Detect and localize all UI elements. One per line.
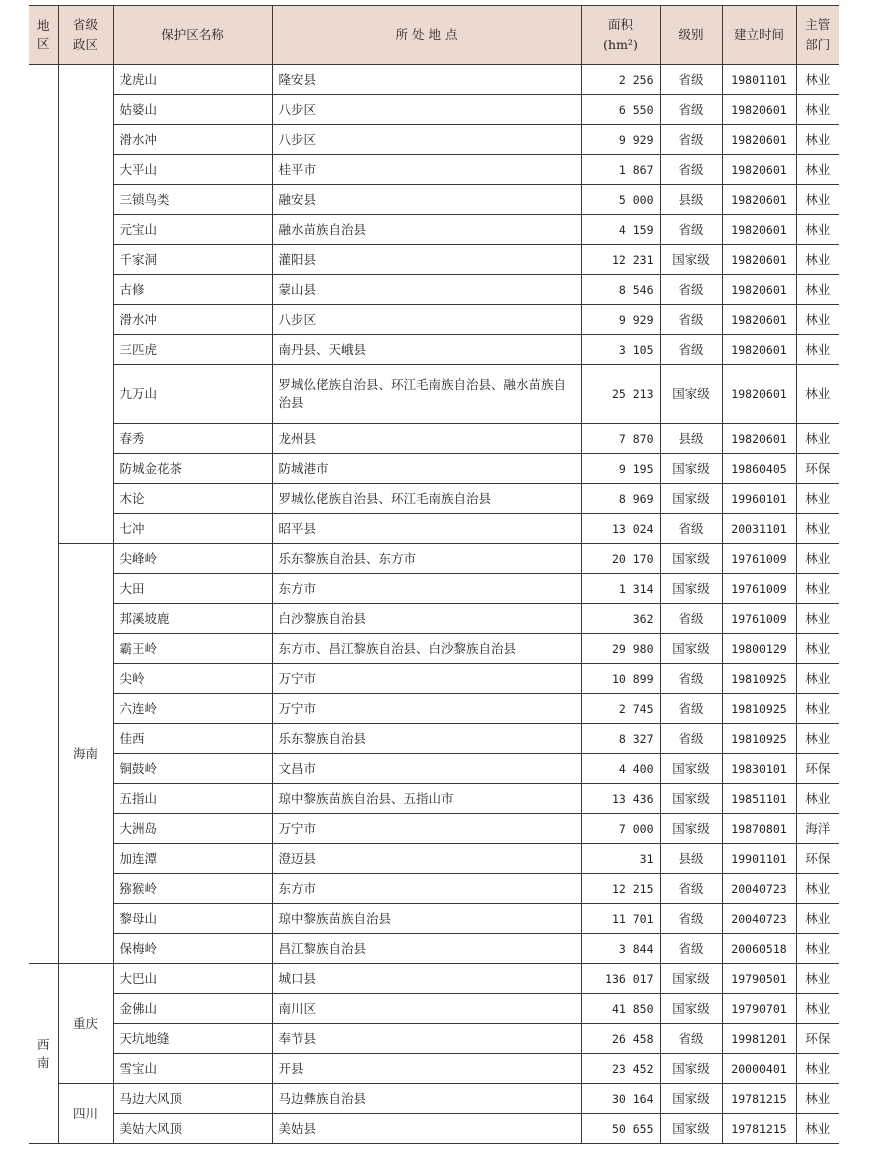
level-cell: 县级 [660,185,722,215]
level-cell: 国家级 [660,1054,722,1084]
area-cell: 23 452 [581,1054,660,1084]
table-row [29,1054,839,1084]
area-cell: 8 327 [581,724,660,754]
table-row [29,185,839,215]
area-cell: 30 164 [581,1084,660,1114]
location-cell: 开县 [272,1054,581,1084]
location-cell: 澄迈县 [272,844,581,874]
area-cell: 1 314 [581,574,660,604]
level-cell: 省级 [660,305,722,335]
reserve-name-cell: 加连潭 [113,844,272,874]
level-cell: 省级 [660,275,722,305]
dept-cell: 林业 [796,934,839,964]
date-cell: 19820601 [722,275,796,305]
table-row [29,724,839,754]
level-cell: 省级 [660,694,722,724]
dept-cell: 环保 [796,754,839,784]
area-cell: 3 844 [581,934,660,964]
date-cell: 20060518 [722,934,796,964]
location-cell: 万宁市 [272,694,581,724]
reserve-name-cell: 金佛山 [113,994,272,1024]
table-row [29,694,839,724]
area-cell: 31 [581,844,660,874]
header-area [581,6,660,65]
dept-cell: 林业 [796,424,839,454]
region-cell [29,65,58,964]
level-cell: 县级 [660,424,722,454]
table-row [29,65,839,95]
area-cell: 12 215 [581,874,660,904]
reserve-name-cell: 防城金花茶 [113,454,272,484]
dept-cell: 林业 [796,994,839,1024]
area-cell: 4 159 [581,215,660,245]
date-cell: 19761009 [722,604,796,634]
reserve-name-cell: 六连岭 [113,694,272,724]
dept-cell: 林业 [796,1084,839,1114]
location-cell: 八步区 [272,95,581,125]
dept-cell: 林业 [796,874,839,904]
area-cell: 29 980 [581,634,660,664]
reserve-name-cell: 三锁鸟类 [113,185,272,215]
level-cell: 国家级 [660,784,722,814]
table-row [29,215,839,245]
level-cell: 国家级 [660,964,722,994]
location-cell: 马边彝族自治县 [272,1084,581,1114]
dept-cell: 林业 [796,574,839,604]
date-cell: 19851101 [722,784,796,814]
reserve-name-cell: 佳西 [113,724,272,754]
level-cell: 国家级 [660,365,722,424]
date-cell: 19820601 [722,335,796,365]
reserve-name-cell: 元宝山 [113,215,272,245]
date-cell: 19860405 [722,454,796,484]
header-province: 省级政区 [58,6,113,65]
table-row [29,514,839,544]
area-cell: 20 170 [581,544,660,574]
date-cell: 20040723 [722,904,796,934]
date-cell: 19820601 [722,185,796,215]
reserve-name-cell: 保梅岭 [113,934,272,964]
dept-cell: 林业 [796,215,839,245]
table-row [29,874,839,904]
location-cell: 灌阳县 [272,245,581,275]
level-cell: 国家级 [660,544,722,574]
location-cell: 昌江黎族自治县 [272,934,581,964]
level-cell: 省级 [660,335,722,365]
dept-cell: 海洋 [796,814,839,844]
table-row [29,994,839,1024]
area-cell: 7 870 [581,424,660,454]
level-cell: 省级 [660,95,722,125]
dept-cell: 林业 [796,724,839,754]
table-row [29,604,839,634]
area-cell: 11 701 [581,904,660,934]
location-cell: 美姑县 [272,1114,581,1144]
location-cell: 八步区 [272,305,581,335]
province-cell [58,65,113,544]
dept-cell: 环保 [796,844,839,874]
header-date: 建立时间 [722,6,796,65]
table-row [29,574,839,604]
location-cell: 南丹县、天峨县 [272,335,581,365]
dept-cell: 林业 [796,484,839,514]
date-cell: 19810925 [722,694,796,724]
location-cell: 罗城仫佬族自治县、环江毛南族自治县 [272,484,581,514]
date-cell: 19810925 [722,664,796,694]
date-cell: 19810925 [722,724,796,754]
date-cell: 19781215 [722,1084,796,1114]
date-cell: 20000401 [722,1054,796,1084]
location-cell: 琼中黎族苗族自治县、五指山市 [272,784,581,814]
date-cell: 20031101 [722,514,796,544]
dept-cell: 林业 [796,95,839,125]
table-row [29,1084,839,1114]
area-cell: 3 105 [581,335,660,365]
location-cell: 桂平市 [272,155,581,185]
location-cell: 琼中黎族苗族自治县 [272,904,581,934]
location-cell: 龙州县 [272,424,581,454]
date-cell: 19800129 [722,634,796,664]
date-cell: 19790701 [722,994,796,1024]
dept-cell: 林业 [796,335,839,365]
level-cell: 国家级 [660,754,722,784]
reserve-name-cell: 马边大风顶 [113,1084,272,1114]
reserve-name-cell: 姑婆山 [113,95,272,125]
level-cell: 省级 [660,65,722,95]
dept-cell: 林业 [796,125,839,155]
location-cell: 文昌市 [272,754,581,784]
reserve-name-cell: 三匹虎 [113,335,272,365]
dept-cell: 林业 [796,245,839,275]
level-cell: 省级 [660,664,722,694]
location-cell: 防城港市 [272,454,581,484]
table-row [29,544,839,574]
dept-cell: 林业 [796,784,839,814]
location-cell: 乐东黎族自治县 [272,724,581,754]
location-cell: 罗城仫佬族自治县、环江毛南族自治县、融水苗族自治县 [272,365,581,424]
reserve-name-cell: 美姑大风顶 [113,1114,272,1144]
location-cell: 融水苗族自治县 [272,215,581,245]
date-cell: 19820601 [722,245,796,275]
header-area-label: 面积 [607,17,633,32]
dept-cell: 林业 [796,185,839,215]
dept-cell: 林业 [796,664,839,694]
date-cell: 19801101 [722,65,796,95]
area-cell: 9 929 [581,125,660,155]
header-level: 级别 [660,6,722,65]
province-cell: 四川 [58,1084,113,1144]
area-cell: 10 899 [581,664,660,694]
reserve-name-cell: 龙虎山 [113,65,272,95]
dept-cell: 环保 [796,1024,839,1054]
reserve-name-cell: 滑水冲 [113,305,272,335]
area-cell: 362 [581,604,660,634]
table-row [29,1114,839,1144]
dept-cell: 林业 [796,305,839,335]
reserve-name-cell: 尖峰岭 [113,544,272,574]
table-row [29,155,839,185]
table-row [29,125,839,155]
date-cell: 19960101 [722,484,796,514]
level-cell: 国家级 [660,454,722,484]
level-cell: 省级 [660,904,722,934]
reserve-name-cell: 木论 [113,484,272,514]
header-row [29,6,839,65]
area-cell: 4 400 [581,754,660,784]
header-region: 地区 [29,6,58,65]
header-area-unit: (hm²) [603,37,638,52]
level-cell: 省级 [660,934,722,964]
dept-cell: 林业 [796,275,839,305]
location-cell: 八步区 [272,125,581,155]
reserve-name-cell: 九万山 [113,365,272,424]
date-cell: 19820601 [722,365,796,424]
reserve-name-cell: 春秀 [113,424,272,454]
area-cell: 2 256 [581,65,660,95]
table-row [29,95,839,125]
dept-cell: 环保 [796,454,839,484]
location-cell: 东方市 [272,874,581,904]
reserve-name-cell: 五指山 [113,784,272,814]
table-row [29,245,839,275]
reserve-name-cell: 天坑地缝 [113,1024,272,1054]
table-row [29,335,839,365]
location-cell: 融安县 [272,185,581,215]
dept-cell: 林业 [796,544,839,574]
date-cell: 19761009 [722,544,796,574]
level-cell: 国家级 [660,1114,722,1144]
level-cell: 省级 [660,155,722,185]
reserve-name-cell: 古修 [113,275,272,305]
dept-cell: 林业 [796,964,839,994]
level-cell: 省级 [660,874,722,904]
level-cell: 县级 [660,844,722,874]
location-cell: 南川区 [272,994,581,1024]
date-cell: 19820601 [722,215,796,245]
table-row [29,484,839,514]
level-cell: 省级 [660,1024,722,1054]
reserve-name-cell: 霸王岭 [113,634,272,664]
table-row [29,814,839,844]
area-cell: 41 850 [581,994,660,1024]
table-row [29,754,839,784]
table-row [29,664,839,694]
date-cell: 19820601 [722,305,796,335]
level-cell: 省级 [660,215,722,245]
table-row [29,634,839,664]
area-cell: 9 929 [581,305,660,335]
location-cell: 奉节县 [272,1024,581,1054]
table-row [29,365,839,424]
area-cell: 13 436 [581,784,660,814]
location-cell: 万宁市 [272,814,581,844]
location-cell: 昭平县 [272,514,581,544]
dept-cell: 林业 [796,604,839,634]
level-cell: 省级 [660,514,722,544]
table-row [29,784,839,814]
level-cell: 国家级 [660,814,722,844]
date-cell: 19761009 [722,574,796,604]
level-cell: 省级 [660,604,722,634]
date-cell: 19820601 [722,125,796,155]
reserve-name-cell: 滑水冲 [113,125,272,155]
reserve-name-cell: 大洲岛 [113,814,272,844]
date-cell: 19830101 [722,754,796,784]
reserve-name-cell: 千家洞 [113,245,272,275]
header-location: 所 处 地 点 [272,6,581,65]
region-label: 西南 [36,1036,50,1070]
area-cell: 12 231 [581,245,660,275]
location-cell: 蒙山县 [272,275,581,305]
table-row [29,454,839,484]
area-cell: 5 000 [581,185,660,215]
dept-cell: 林业 [796,1114,839,1144]
reserve-name-cell: 大田 [113,574,272,604]
reserve-name-cell: 大平山 [113,155,272,185]
date-cell: 19820601 [722,155,796,185]
table-row [29,844,839,874]
area-cell: 26 458 [581,1024,660,1054]
area-cell: 25 213 [581,365,660,424]
dept-cell: 林业 [796,155,839,185]
reserve-name-cell: 邦溪坡鹿 [113,604,272,634]
dept-cell: 林业 [796,1054,839,1084]
table-row [29,964,839,994]
reserve-name-cell: 七冲 [113,514,272,544]
level-cell: 省级 [660,125,722,155]
location-cell: 城口县 [272,964,581,994]
reserve-name-cell: 尖岭 [113,664,272,694]
date-cell: 19870801 [722,814,796,844]
dept-cell: 林业 [796,634,839,664]
reserve-name-cell: 铜鼓岭 [113,754,272,784]
area-cell: 8 546 [581,275,660,305]
dept-cell: 林业 [796,904,839,934]
dept-cell: 林业 [796,694,839,724]
table-row [29,275,839,305]
table-row [29,305,839,335]
location-cell: 乐东黎族自治县、东方市 [272,544,581,574]
location-cell: 东方市、昌江黎族自治县、白沙黎族自治县 [272,634,581,664]
area-cell: 9 195 [581,454,660,484]
date-cell: 19901101 [722,844,796,874]
dept-cell: 林业 [796,514,839,544]
reserve-name-cell: 大巴山 [113,964,272,994]
area-cell: 2 745 [581,694,660,724]
area-cell: 136 017 [581,964,660,994]
date-cell: 19790501 [722,964,796,994]
area-cell: 6 550 [581,95,660,125]
area-cell: 50 655 [581,1114,660,1144]
table-body [29,65,839,1144]
region-cell [29,964,58,1144]
location-cell: 隆安县 [272,65,581,95]
table-row [29,934,839,964]
dept-cell: 林业 [796,65,839,95]
date-cell: 19820601 [722,424,796,454]
date-cell: 19981201 [722,1024,796,1054]
reserve-name-cell: 雪宝山 [113,1054,272,1084]
area-cell: 7 000 [581,814,660,844]
nature-reserve-table [29,5,839,1144]
table-row [29,424,839,454]
level-cell: 国家级 [660,994,722,1024]
province-cell: 海南 [58,544,113,964]
dept-cell: 林业 [796,365,839,424]
province-cell: 重庆 [58,964,113,1084]
level-cell: 国家级 [660,574,722,604]
location-cell: 白沙黎族自治县 [272,604,581,634]
level-cell: 国家级 [660,245,722,275]
header-name: 保护区名称 [113,6,272,65]
location-cell: 东方市 [272,574,581,604]
date-cell: 19781215 [722,1114,796,1144]
area-cell: 13 024 [581,514,660,544]
level-cell: 省级 [660,724,722,754]
location-cell: 万宁市 [272,664,581,694]
area-cell: 8 969 [581,484,660,514]
reserve-name-cell: 猕猴岭 [113,874,272,904]
date-cell: 19820601 [722,95,796,125]
table-row [29,904,839,934]
level-cell: 国家级 [660,634,722,664]
date-cell: 20040723 [722,874,796,904]
header-dept: 主管部门 [796,6,839,65]
level-cell: 国家级 [660,484,722,514]
reserve-name-cell: 黎母山 [113,904,272,934]
area-cell: 1 867 [581,155,660,185]
table-row [29,1024,839,1054]
level-cell: 国家级 [660,1084,722,1114]
